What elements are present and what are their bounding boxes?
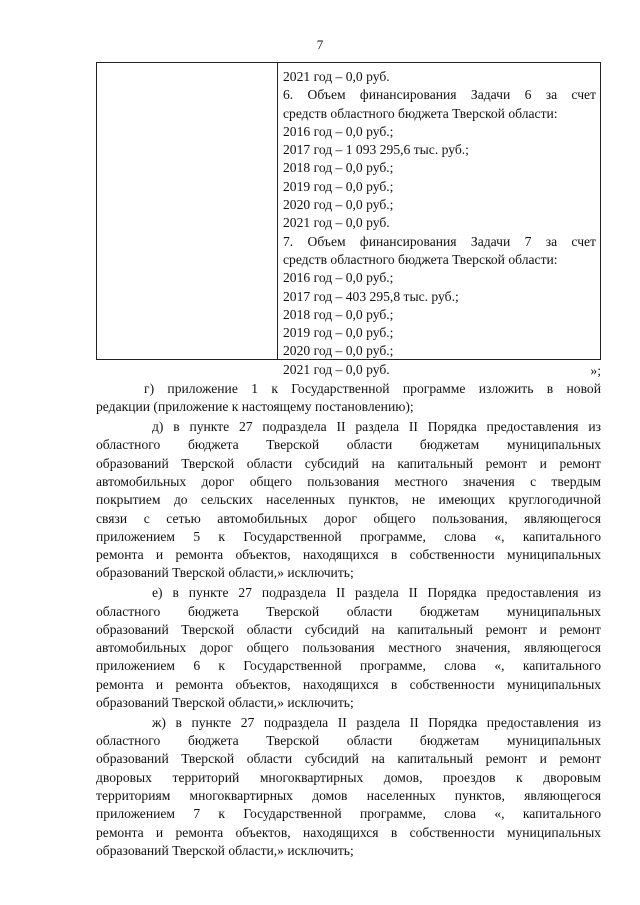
document-body: [96, 380, 601, 862]
table-line: 2021 год – 0,0 руб.: [283, 361, 390, 377]
paragraph-line: г) приложение 1 к Государственной программе изложить в новой: [144, 381, 601, 396]
paragraph-line: ремонта и ремонта объектов, находящихся в собственности муниципальных: [96, 676, 601, 692]
closing-quote: »;: [590, 363, 601, 378]
paragraph-e: [96, 584, 601, 712]
table-line: 2018 год – 0,0 руб.;: [283, 160, 394, 176]
paragraph-line: д) в пункте 27 подраздела II раздела II Порядка предоставления из: [152, 419, 601, 435]
table-line: 7. Объем финансирования Задачи 7 за счет: [283, 233, 596, 249]
paragraph-zh: [96, 714, 601, 860]
table-line: 2021 год – 0,0 руб.: [283, 69, 390, 84]
table-line: 2016 год – 0,0 руб.;: [283, 123, 394, 139]
page-number: 7: [316, 37, 324, 52]
financing-table: [96, 62, 601, 377]
table-line: 2017 год – 1 093 295,6 тыс. руб.;: [283, 142, 469, 158]
table-line: 2019 год – 0,0 руб.;: [283, 325, 394, 341]
table-line: 2018 год – 0,0 руб.;: [283, 306, 394, 322]
paragraph-line: областного бюджета Тверской области бюджетам муниципальных: [96, 603, 601, 619]
paragraph-line: связи с сетью автомобильных дорог общего пользования, являющегося: [96, 510, 601, 526]
paragraph-line: приложением 5 к Государственной программе, слова «, капитального: [96, 528, 601, 544]
paragraph-line: областного бюджета Тверской области бюджетам муниципальных: [96, 733, 601, 749]
table-line: 2021 год – 0,0 руб.: [283, 215, 390, 231]
paragraph-line: приложением 7 к Государственной программе, слова «, капитального: [96, 806, 601, 822]
table-line: 2019 год – 0,0 руб.;: [283, 178, 394, 194]
paragraph-line: территориям многоквартирных домов населенных пунктов, являющегося: [96, 788, 601, 804]
paragraph-line: е) в пункте 27 подраздела II раздела II Порядка предоставления из: [152, 585, 601, 601]
table-right-cell: [283, 68, 596, 379]
paragraph-line: автомобильных дорог общего пользования местного значения, являющегося: [96, 640, 601, 656]
table-line: 6. Объем финансирования Задачи 6 за счет: [283, 87, 596, 103]
paragraph-line: образований Тверской области,» исключить;: [96, 695, 354, 711]
paragraph-line: редакции (приложение к настоящему постановлению);: [96, 399, 414, 415]
table-line: средств областного бюджета Тверской области:: [283, 251, 558, 267]
table-line: 2020 год – 0,0 руб.;: [283, 197, 394, 213]
paragraph-line: образований Тверской области субсидий на капитальный ремонт и ремонт: [96, 455, 601, 471]
paragraph-line: образований Тверской области субсидий на капитальный ремонт и ремонт: [96, 621, 601, 637]
table-line: 2016 год – 0,0 руб.;: [283, 270, 394, 286]
table-line: 2017 год – 403 295,8 тыс. руб.;: [283, 288, 459, 304]
table-column-divider: [277, 63, 278, 359]
paragraph-line: покрытием до сельских населенных пунктов, не имеющих круглогодичной: [96, 492, 601, 508]
paragraph-line: ж) в пункте 27 подраздела II раздела II Порядка предоставления из: [152, 714, 601, 730]
paragraph-line: образований Тверской области субсидий на капитальный ремонт и ремонт: [96, 751, 601, 767]
table-line: 2020 год – 0,0 руб.;: [283, 343, 394, 359]
paragraph-line: образований Тверской области,» исключить;: [96, 842, 354, 858]
paragraph-line: дворовых территорий многоквартирных домов, проездов к дворовым: [96, 769, 601, 785]
paragraph-line: областного бюджета Тверской области бюджетам муниципальных: [96, 437, 601, 453]
table-left-cell: [97, 63, 277, 359]
paragraph-line: образований Тверской области,» исключить;: [96, 565, 354, 581]
paragraph-line: ремонта и ремонта объектов, находящихся в собственности муниципальных: [96, 547, 601, 563]
table-line: средств областного бюджета Тверской области:: [283, 105, 558, 121]
paragraph-d: [96, 418, 601, 583]
paragraph-line: приложением 6 к Государственной программе, слова «, капитального: [96, 658, 601, 674]
paragraph-line: ремонта и ремонта объектов, находящихся в собственности муниципальных: [96, 824, 601, 840]
paragraph-line: автомобильных дорог общего пользования местного значения с твердым: [96, 473, 601, 489]
paragraph-g: [96, 380, 601, 417]
